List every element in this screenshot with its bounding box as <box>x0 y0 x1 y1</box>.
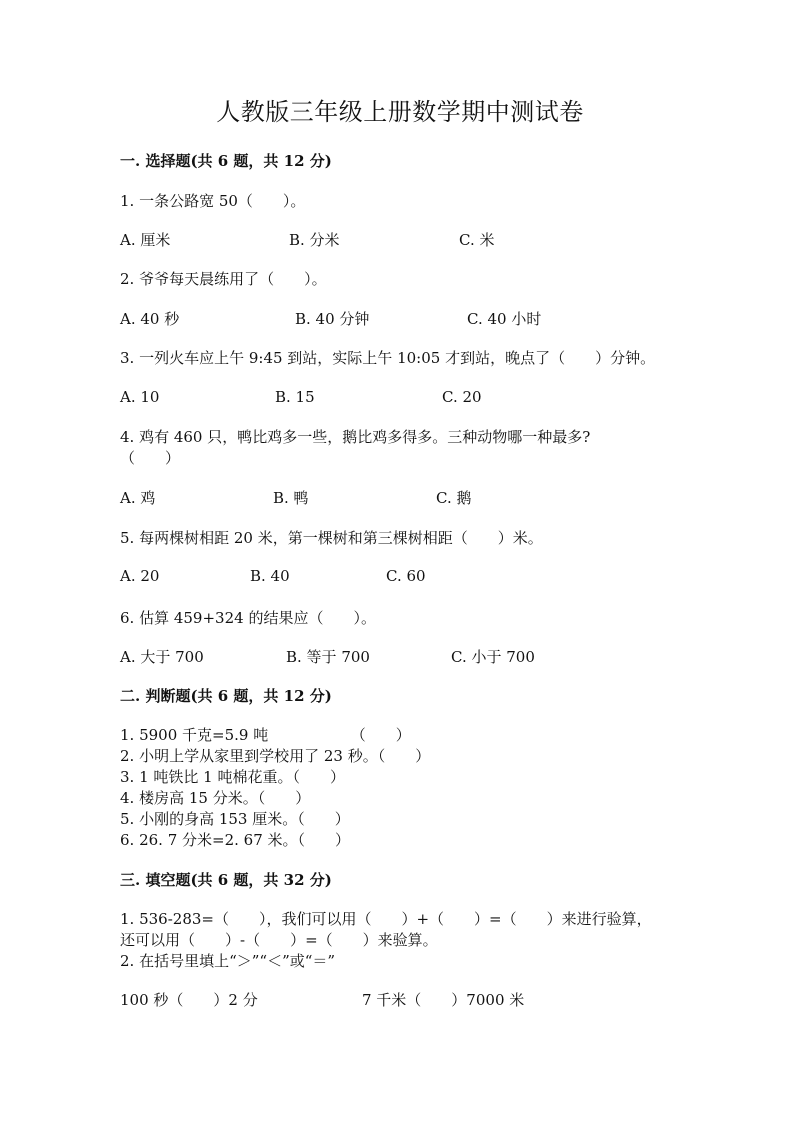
question-4: 4. 鸡有 460 只，鸭比鸡多一些，鹅比鸡多得多。三种动物哪一种最多? <box>120 428 591 446</box>
judgement-item-2: 2. 小明上学从家里到学校用了 23 秒。（ ） <box>120 747 431 765</box>
section-heading-fill-blank: 三. 填空题(共 6 题，共 32 分) <box>120 871 332 889</box>
option-4c: C. 鹅 <box>436 489 472 507</box>
judgement-item-3: 3. 1 吨铁比 1 吨棉花重。（ ） <box>120 768 345 786</box>
question-5: 5. 每两棵树相距 20 米，第一棵树和第三棵树相距（ ）米。 <box>120 529 543 547</box>
option-1b: B. 分米 <box>289 231 340 249</box>
option-6a: A. 大于 700 <box>120 648 204 666</box>
option-5a: A. 20 <box>120 567 160 585</box>
question-3: 3. 一列火车应上午 9:45 到站，实际上午 10:05 才到站，晚点了（ ）分钟。 <box>120 349 656 367</box>
question-6: 6. 估算 459+324 的结果应（ ）。 <box>120 609 376 627</box>
option-2b: B. 40 分钟 <box>295 310 370 328</box>
question-1: 1. 一条公路宽 50（ ）。 <box>120 192 306 210</box>
page-title: 人教版三年级上册数学期中测试卷 <box>216 98 584 126</box>
option-3c: C. 20 <box>442 388 482 406</box>
compare-item-1: 100 秒（ ）2 分 <box>120 991 258 1009</box>
judgement-item-5: 5. 小刚的身高 153 厘米。（ ） <box>120 810 350 828</box>
judgement-item-4: 4. 楼房高 15 分米。（ ） <box>120 789 311 807</box>
option-4a: A. 鸡 <box>120 489 156 507</box>
question-2: 2. 爷爷每天晨练用了（ ）。 <box>120 270 327 288</box>
option-2a: A. 40 秒 <box>120 310 180 328</box>
option-1a: A. 厘米 <box>120 231 171 249</box>
fill-question-1-line2: 还可以用（ ）-（ ）=（ ）来验算。 <box>120 931 438 949</box>
option-2c: C. 40 小时 <box>467 310 542 328</box>
section-heading-choice: 一. 选择题(共 6 题，共 12 分) <box>120 152 332 170</box>
judgement-item-6: 6. 26. 7 分米=2. 67 米。（ ） <box>120 831 351 849</box>
option-3a: A. 10 <box>120 388 160 406</box>
fill-question-1-line1: 1. 536-283=（ ），我们可以用（ ）+（ ）=（ ）来进行验算， <box>120 910 652 928</box>
option-3b: B. 15 <box>275 388 315 406</box>
fill-question-2: 2. 在括号里填上“＞”“＜”或“＝” <box>120 952 336 970</box>
judgement-item-1: 1. 5900 千克=5.9 吨 （ ） <box>120 726 411 744</box>
option-5c: C. 60 <box>386 567 426 585</box>
section-heading-judgement: 二. 判断题(共 6 题，共 12 分) <box>120 687 332 705</box>
option-1c: C. 米 <box>459 231 495 249</box>
option-4b: B. 鸭 <box>273 489 309 507</box>
option-5b: B. 40 <box>250 567 290 585</box>
option-6b: B. 等于 700 <box>286 648 370 666</box>
compare-item-2: 7 千米（ ）7000 米 <box>362 991 525 1009</box>
option-6c: C. 小于 700 <box>451 648 535 666</box>
question-4-blank: （ ） <box>120 449 181 467</box>
